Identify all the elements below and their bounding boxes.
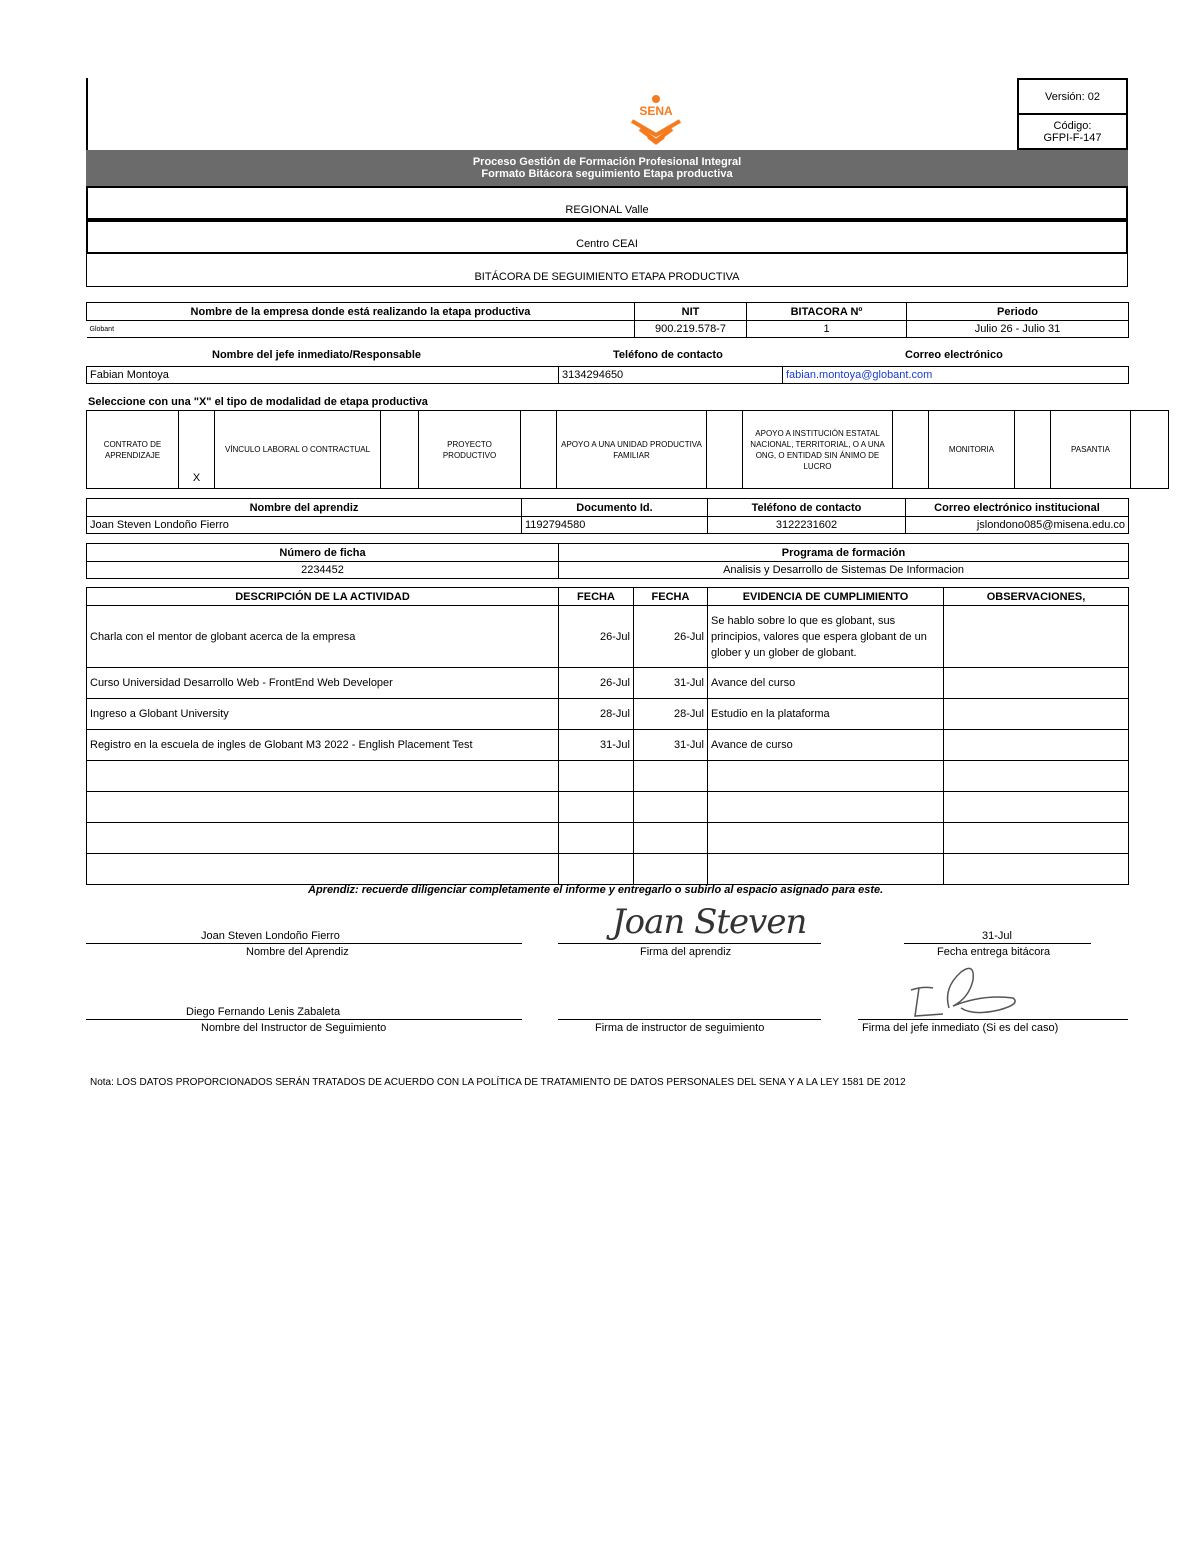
jefe-firma-line — [858, 1019, 1128, 1020]
descripcion-cell — [87, 792, 559, 823]
periodo-header: Periodo — [907, 303, 1129, 321]
evidencia-cell — [708, 761, 944, 792]
descripcion-cell: Curso Universidad Desarrollo Web - FrontEnd Web Developer — [87, 668, 559, 699]
evidencia-cell: Avance de curso — [708, 730, 944, 761]
aprendiz-firma-line — [558, 943, 821, 944]
programa-header: Programa de formación — [559, 544, 1129, 562]
fecha2-header: FECHA — [634, 588, 708, 606]
format-title: Formato Bitácora seguimiento Etapa productiva — [481, 168, 733, 180]
fecha2-cell — [634, 823, 708, 854]
instructor-firma-line — [558, 1019, 821, 1020]
bitacora-header: BITACORA Nº — [747, 303, 907, 321]
process-band — [86, 150, 1128, 186]
nota-legal: Nota: LOS DATOS PROPORCIONADOS SERÁN TRATADOS DE ACUERDO CON LA POLÍTICA DE TRATAMIENTO DE DATOS PERSONALES DEL SENA Y A LA LEY 1581 DE 2012 — [90, 1077, 906, 1088]
descripcion-cell — [87, 854, 559, 885]
regional-text: REGIONAL Valle — [565, 204, 649, 216]
jefe-signature-icon — [903, 958, 1028, 1020]
fecha2-cell: 26-Jul — [634, 606, 708, 668]
fecha1-cell: 26-Jul — [559, 668, 634, 699]
jefe-signature — [903, 958, 1028, 1020]
fecha1-cell: 26-Jul — [559, 606, 634, 668]
descripcion-header: DESCRIPCIÓN DE LA ACTIVIDAD — [87, 588, 559, 606]
code-label: Código: — [1053, 119, 1092, 132]
observaciones-cell — [944, 606, 1129, 668]
evidencia-cell: Avance del curso — [708, 668, 944, 699]
aprendiz-nombre-header: Nombre del aprendiz — [87, 499, 522, 517]
evidencia-cell — [708, 854, 944, 885]
instructor-nombre-line — [86, 1019, 522, 1020]
table-row — [87, 792, 1129, 823]
modalidad-mark-1[interactable] — [381, 411, 419, 489]
aprendiz-firma-label: Firma del aprendiz — [640, 946, 732, 958]
table-row — [87, 730, 1129, 761]
modalidad-label-4: APOYO A INSTITUCIÓN ESTATAL NACIONAL, TERRITORIAL, O A UNA ONG, O ENTIDAD SIN ÁNIMO DE LUCRO — [743, 411, 893, 489]
fecha1-cell — [559, 823, 634, 854]
instructor-nombre: Diego Fernando Lenis Zabaleta — [186, 1006, 341, 1018]
modalidad-label-6: PASANTIA — [1051, 411, 1131, 489]
modalidad-table — [86, 410, 1169, 489]
descripcion-cell: Registro en la escuela de ingles de Globant M3 2022 - English Placement Test — [87, 730, 559, 761]
modalidad-label-2: PROYECTO PRODUCTIVO — [419, 411, 521, 489]
jefe-nombre-header: Nombre del jefe inmediato/Responsable — [212, 349, 422, 361]
table-row — [87, 854, 1129, 885]
ficha-header: Número de ficha — [87, 544, 559, 562]
aprendiz-telefono: 3122231602 — [708, 517, 906, 534]
fecha2-cell: 28-Jul — [634, 699, 708, 730]
aprendiz-nombre-line — [86, 943, 522, 944]
table-row — [87, 761, 1129, 792]
aprendiz-nombre-label: Nombre del Aprendiz — [246, 946, 349, 958]
document-title: BITÁCORA DE SEGUIMIENTO ETAPA PRODUCTIVA — [474, 271, 740, 283]
instructor-firma-label: Firma de instructor de seguimiento — [595, 1022, 765, 1034]
observaciones-cell — [944, 823, 1129, 854]
aprendiz-correo-header: Correo electrónico institucional — [906, 499, 1129, 517]
evidencia-cell: Estudio en la plataforma — [708, 699, 944, 730]
descripcion-cell: Ingreso a Globant University — [87, 699, 559, 730]
jefe-telefono-header: Teléfono de contacto — [613, 349, 723, 361]
table-row — [87, 668, 1129, 699]
aprendiz-nombre: Joan Steven Londoño Fierro — [87, 517, 522, 534]
fecha-entrega: 31-Jul — [982, 930, 1012, 942]
fecha1-cell: 31-Jul — [559, 730, 634, 761]
aprendiz-correo: jslondono085@misena.edu.co — [906, 517, 1129, 534]
observaciones-header: OBSERVACIONES, — [944, 588, 1129, 606]
aprendiz-nombre-firma: Joan Steven Londoño Fierro — [201, 930, 340, 942]
modalidad-mark-6[interactable] — [1131, 411, 1169, 489]
fecha2-cell — [634, 792, 708, 823]
fecha-entrega-label: Fecha entrega bitácora — [937, 946, 1051, 958]
nit-header: NIT — [635, 303, 747, 321]
fecha-entrega-line — [904, 943, 1091, 944]
descripcion-cell — [87, 823, 559, 854]
sena-logo — [626, 95, 686, 145]
evidencia-cell — [708, 792, 944, 823]
jefe-correo-link[interactable]: fabian.montoya@globant.com — [786, 369, 933, 381]
aprendiz-table — [86, 498, 1129, 534]
code-box — [1017, 113, 1128, 150]
jefe-nombre: Fabian Montoya — [87, 367, 559, 384]
programa-value: Analisis y Desarrollo de Sistemas De Informacion — [559, 562, 1129, 579]
aprendiz-telefono-header: Teléfono de contacto — [708, 499, 906, 517]
modalidad-mark-3[interactable] — [707, 411, 743, 489]
modalidad-mark-2[interactable] — [521, 411, 557, 489]
ficha-table — [86, 543, 1129, 579]
code-value: GFPI-F-147 — [1043, 131, 1102, 144]
process-title: Proceso Gestión de Formación Profesional Integral — [472, 156, 742, 168]
modalidad-label-1: VÍNCULO LABORAL O CONTRACTUAL — [215, 411, 381, 489]
modalidad-mark-5[interactable] — [1015, 411, 1051, 489]
svg-text:SENA: SENA — [639, 104, 673, 118]
nit-value: 900.219.578-7 — [635, 321, 747, 338]
descripcion-cell: Charla con el mentor de globant acerca de la empresa — [87, 606, 559, 668]
fecha1-cell: 28-Jul — [559, 699, 634, 730]
fecha1-cell — [559, 854, 634, 885]
modalidad-label: Seleccione con una "X" el tipo de modalidad de etapa productiva — [88, 396, 428, 408]
aprendiz-signature: Joan Steven — [612, 902, 807, 942]
version-text: Versión: 02 — [1044, 90, 1101, 103]
fecha2-cell: 31-Jul — [634, 668, 708, 699]
aprendiz-documento-header: Documento Id. — [522, 499, 708, 517]
centro-box — [86, 220, 1128, 254]
empresa-header: Nombre de la empresa donde está realizando la etapa productiva — [87, 303, 635, 321]
fecha1-cell — [559, 761, 634, 792]
modalidad-mark-0[interactable]: X — [179, 411, 215, 489]
jefe-telefono: 3134294650 — [559, 367, 783, 384]
modalidad-label-3: APOYO A UNA UNIDAD PRODUCTIVA FAMILIAR — [557, 411, 707, 489]
table-row — [87, 823, 1129, 854]
periodo-value: Julio 26 - Julio 31 — [907, 321, 1129, 338]
title-box — [86, 254, 1128, 287]
modalidad-label-0: CONTRATO DE APRENDIZAJE — [87, 411, 179, 489]
observaciones-cell — [944, 761, 1129, 792]
modalidad-label-5: MONITORIA — [929, 411, 1015, 489]
descripcion-cell — [87, 761, 559, 792]
observaciones-cell — [944, 854, 1129, 885]
jefe-table — [86, 366, 1129, 384]
fecha2-cell — [634, 761, 708, 792]
aprendiz-documento: 1192794580 — [522, 517, 708, 534]
table-row — [87, 699, 1129, 730]
instructor-label: Nombre del Instructor de Seguimiento — [201, 1022, 387, 1034]
jefe-firma-label: Firma del jefe inmediato (Si es del caso) — [862, 1022, 1059, 1034]
observaciones-cell — [944, 699, 1129, 730]
evidencia-header: EVIDENCIA DE CUMPLIMIENTO — [708, 588, 944, 606]
fecha1-cell — [559, 792, 634, 823]
aprendiz-note: Aprendiz: recuerde diligenciar completamente el informe y entregarlo o subirlo al espacio asignado para este. — [308, 884, 884, 896]
evidencia-cell — [708, 823, 944, 854]
table-row — [87, 606, 1129, 668]
ficha-numero: 2234452 — [87, 562, 559, 579]
observaciones-cell — [944, 730, 1129, 761]
observaciones-cell — [944, 792, 1129, 823]
fecha1-header: FECHA — [559, 588, 634, 606]
evidencia-cell: Se hablo sobre lo que es globant, sus principios, valores que espera globant de un glober y un glober de globant. — [708, 606, 944, 668]
fecha2-cell: 31-Jul — [634, 730, 708, 761]
bitacora-value: 1 — [747, 321, 907, 338]
observaciones-cell — [944, 668, 1129, 699]
fecha2-cell — [634, 854, 708, 885]
sena-logo-icon — [626, 95, 686, 145]
modalidad-mark-4[interactable] — [893, 411, 929, 489]
centro-text: Centro CEAI — [576, 238, 638, 250]
jefe-correo-header: Correo electrónico — [905, 349, 1003, 361]
empresa-value: Globant — [87, 321, 635, 338]
regional-box — [86, 186, 1128, 220]
version-box — [1017, 78, 1128, 115]
actividades-table — [86, 587, 1129, 885]
empresa-table — [86, 302, 1129, 338]
